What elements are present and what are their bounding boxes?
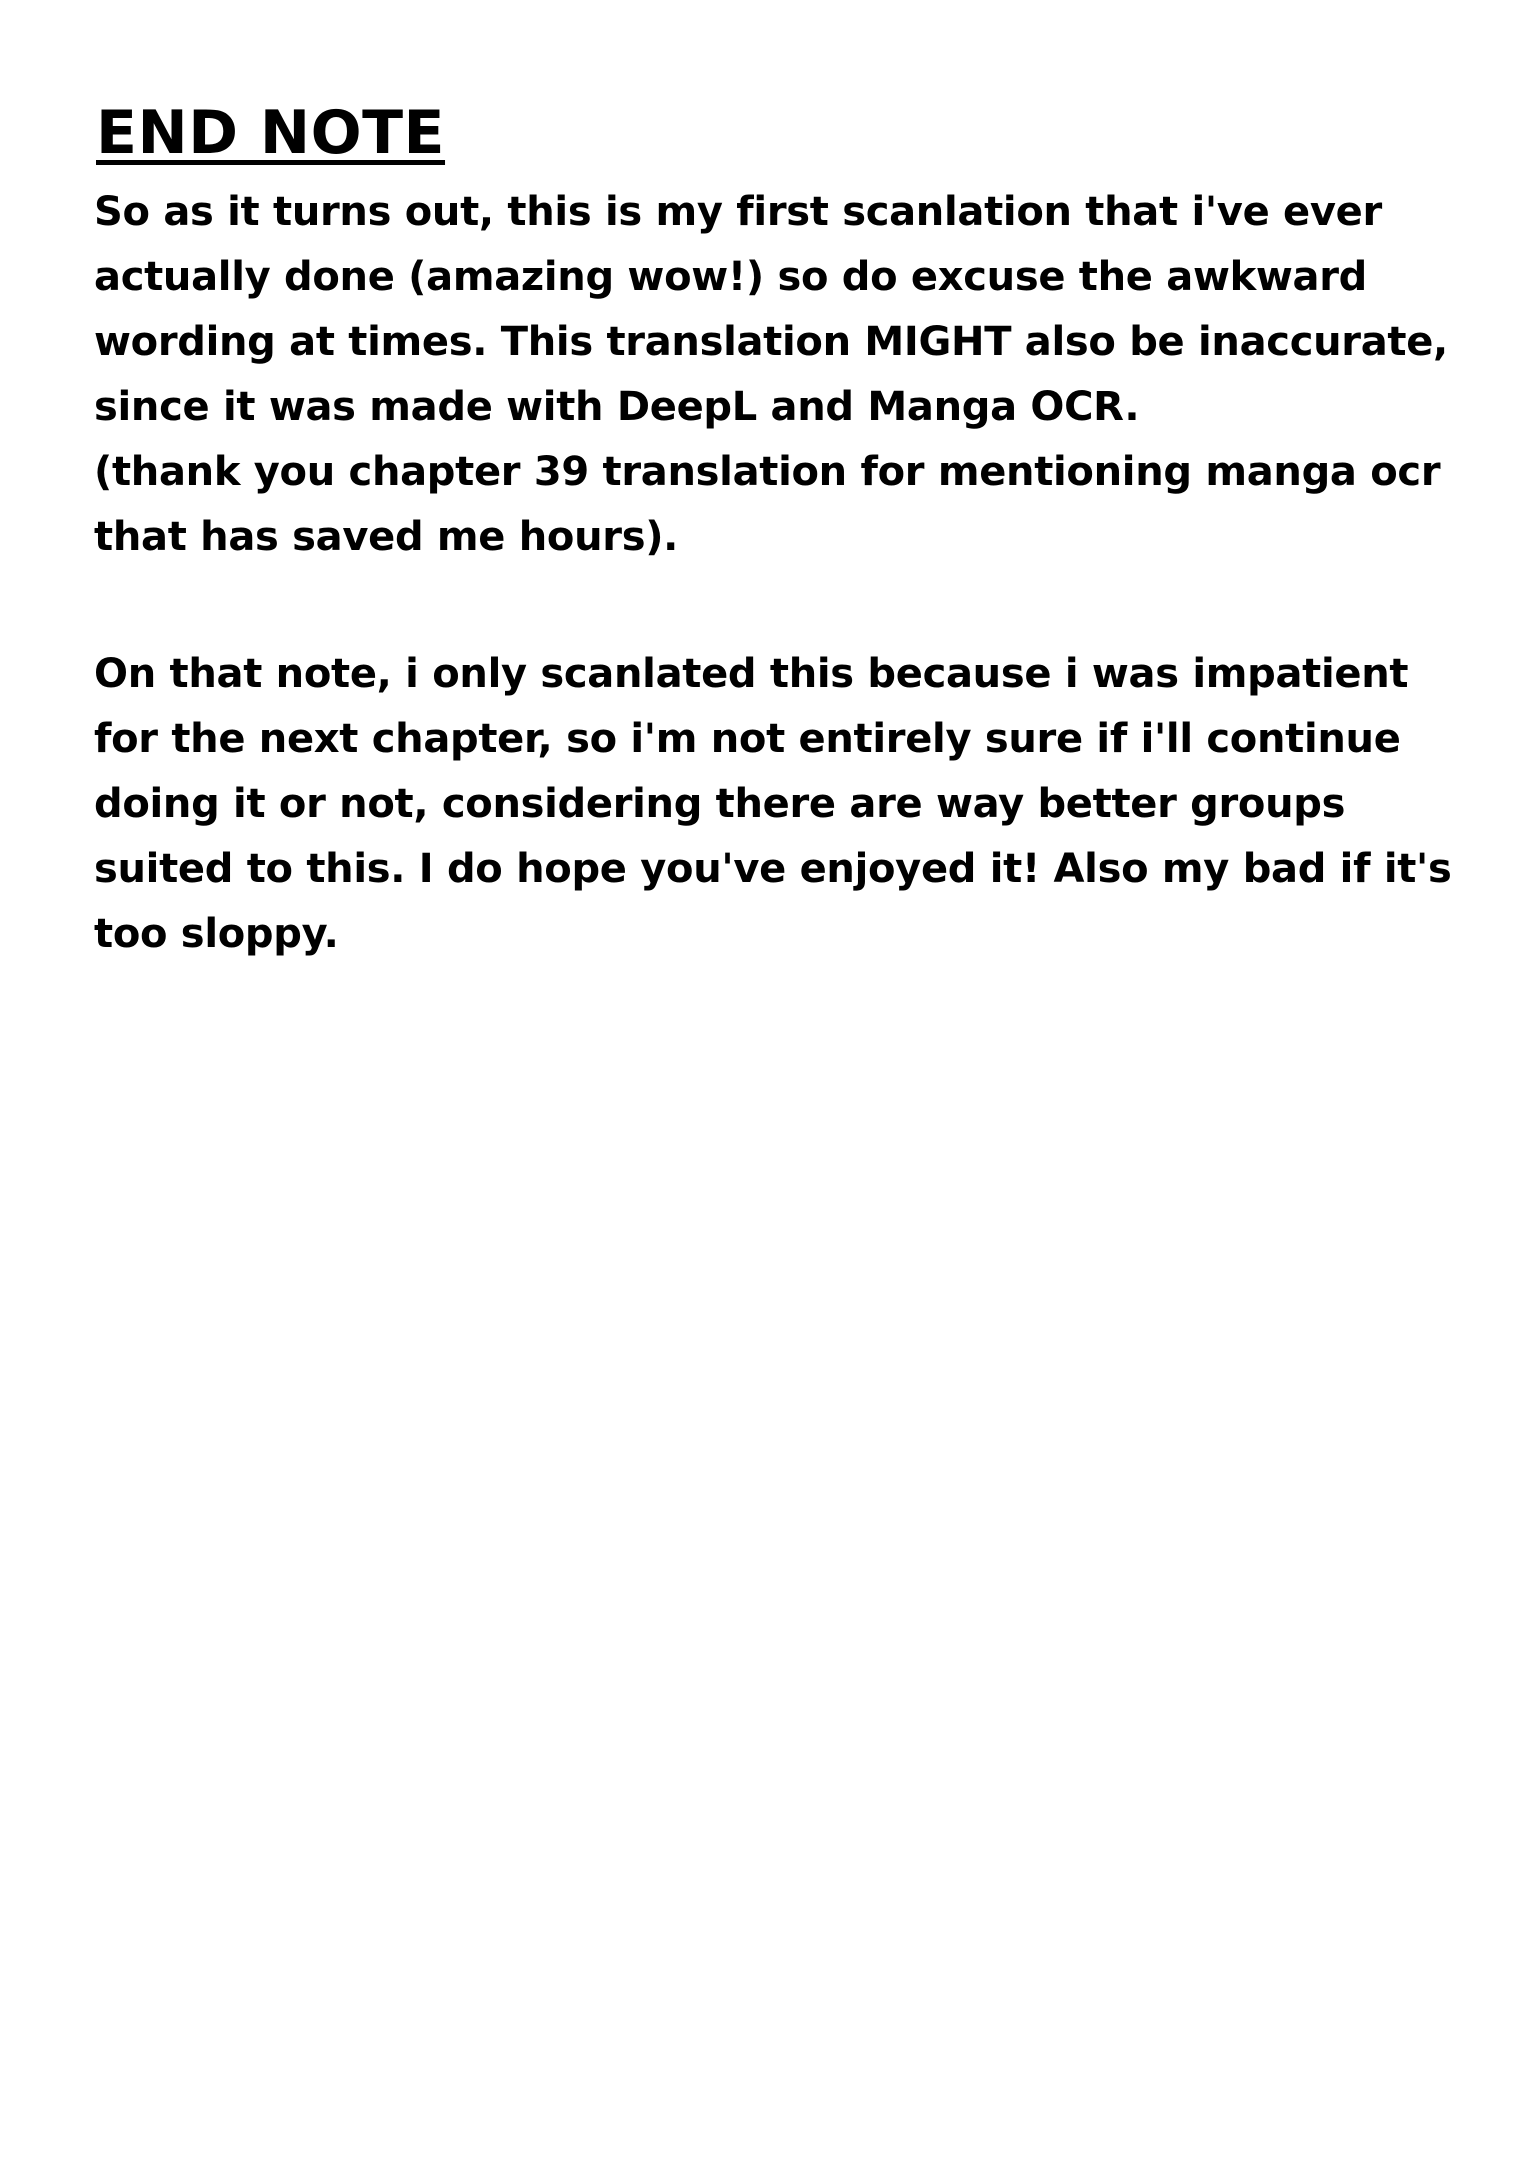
page-title: END NOTE <box>96 98 446 168</box>
text-line: doing it or not, considering there are way better groups <box>94 781 1346 827</box>
text-line: So as it turns out, this is my first scanlation that i've ever <box>94 189 1382 235</box>
text-line: wording at times. This translation MIGHT also be inaccurate, <box>94 319 1448 365</box>
paragraph-closing <box>94 642 1452 967</box>
text-line: (thank you chapter 39 translation for mentioning manga ocr <box>94 449 1441 495</box>
text-line: actually done (amazing wow!) so do excuse the awkward <box>94 254 1368 300</box>
paragraph-intro <box>94 180 1448 570</box>
text-line: On that note, i only scanlated this because i was impatient <box>94 651 1409 697</box>
text-line: too sloppy. <box>94 911 339 957</box>
text-line: for the next chapter, so i'm not entirely sure if i'll continue <box>94 716 1401 762</box>
text-line: since it was made with DeepL and Manga OCR. <box>94 384 1140 430</box>
text-line: that has saved me hours). <box>94 514 679 560</box>
text-line: suited to this. I do hope you've enjoyed it! Also my bad if it's <box>94 846 1452 892</box>
